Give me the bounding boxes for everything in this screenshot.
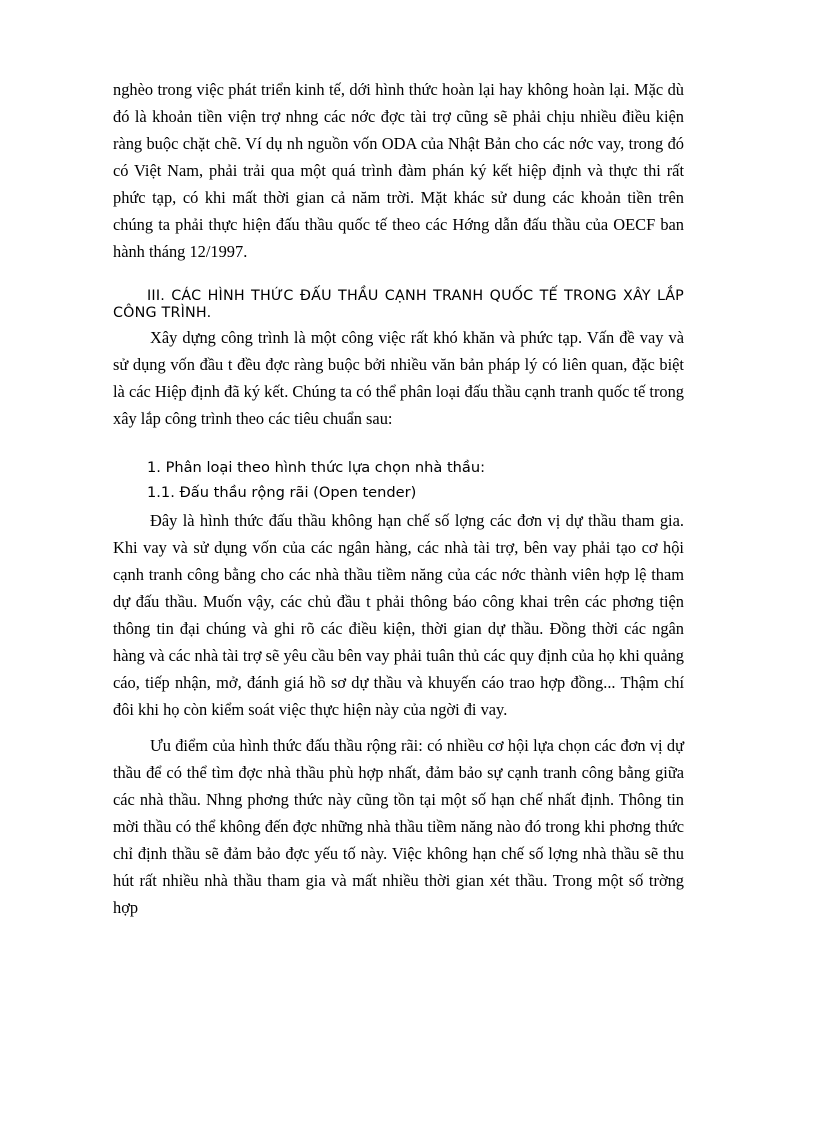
document-page bbox=[113, 76, 684, 921]
paragraph-open-tender: Đây là hình thức đấu thầu không hạn chế số lợng các đơn vị dự thầu tham gia. Khi vay và sử dụng vốn của các ngân hàng, các nhà tài trợ, bên vay phải tạo cơ hội cạnh tranh công bằng cho các nhà thầu tiềm năng của các nớc thành viên hợp lệ tham dự đấu thầu. Muốn vậy, các chủ đầu t phải thông báo công khai trên các phơng tiện thông tin đại chúng và ghi rõ các điều kiện, thời gian dự thầu. Đồng thời các ngân hàng và các nhà tài trợ sẽ yêu cầu bên vay phải tuân thủ các quy định của họ khi quảng cáo, tiếp nhận, mở, đánh giá hồ sơ dự thầu và khuyến cáo trao hợp đồng... Thậm chí đôi khi họ còn kiểm soát việc thực hiện này của ngời đi vay. bbox=[113, 511, 684, 719]
paragraph-intro: nghèo trong việc phát triển kinh tế, dới hình thức hoàn lại hay không hoàn lại. Mặc dù đó là khoản tiền viện trợ nhng các nớc đợc tài trợ cũng sẽ phải chịu nhiều điều kiện ràng buộc chặt chẽ. Ví dụ nh nguồn vốn ODA của Nhật Bản cho các nớc vay, trong đó có Việt Nam, phải trải qua một quá trình đàm phán ký kết hiệp định và thực thi rất phức tạp, có khi mất thời gian cả năm trời. Mặt khác sử dung các khoản tiền trên chúng ta phải thực hiện đấu thầu quốc tế theo các Hớng dẫn đấu thầu của OECF ban hành tháng 12/1997. bbox=[113, 80, 684, 261]
section-heading-iii: III. CÁC HÌNH THỨC ĐẤU THẦU CẠNH TRANH QUỐC TẾ TRONG XÂY LẮP CÔNG TRÌNH. bbox=[113, 288, 684, 321]
spacer bbox=[113, 432, 684, 454]
paragraph-construction: Xây dựng công trình là một công việc rất khó khăn và phức tạp. Vấn đề vay và sử dụng vốn đầu t đều đợc ràng buộc bởi nhiều văn bản pháp lý có liên quan, đặc biệt là các Hiệp định đã ký kết. Chúng ta có thể phân loại đấu thầu cạnh tranh quốc tế trong xây lắp công trình theo các tiêu chuẩn sau: bbox=[113, 328, 684, 428]
paragraph-advantages: Ưu điểm của hình thức đấu thầu rộng rãi: có nhiều cơ hội lựa chọn các đơn vị dự thầu để có thể tìm đợc nhà thầu phù hợp nhất, đảm bảo sự cạnh tranh công bằng giữa các nhà thầu. Nhng phơng thức này cũng tồn tại một số hạn chế nhất định. Thông tin mời thầu có thể không đến đợc những nhà thầu tiềm năng nào đó trong khi phơng thức chỉ định thầu sẽ đảm bảo đợc yếu tố này. Việc không hạn chế số lợng nhà thầu sẽ thu hút rất nhiều nhà thầu tham gia và mất nhiều thời gian xét thầu. Trong một số trờng hợp bbox=[113, 736, 684, 917]
spacer bbox=[113, 723, 684, 732]
subheading-classification: 1. Phân loại theo hình thức lựa chọn nhà thầu: bbox=[147, 459, 486, 476]
subheading-open-tender: 1.1. Đấu thầu rộng rãi (Open tender) bbox=[147, 484, 417, 501]
